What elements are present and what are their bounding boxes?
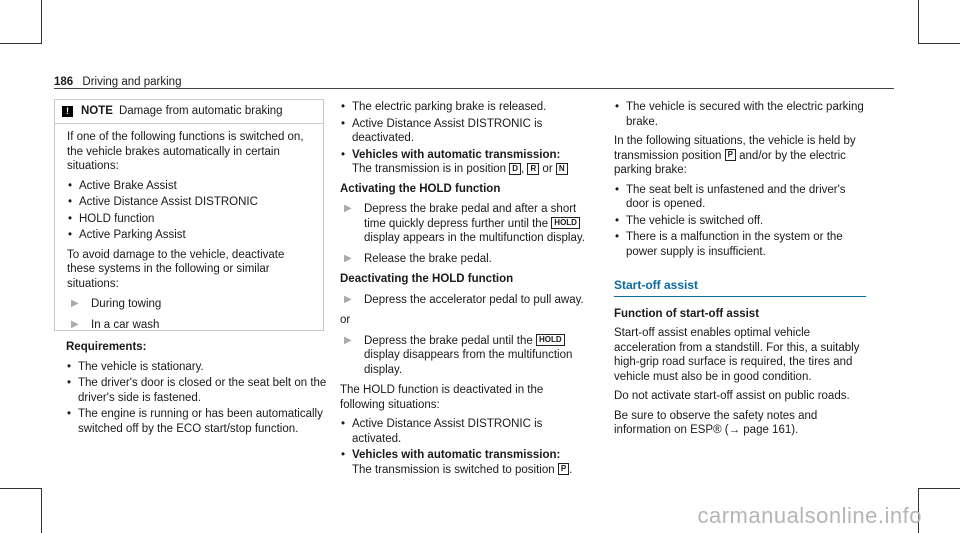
crop-mark: [918, 0, 919, 44]
hold-icon: HOLD: [536, 334, 565, 346]
requirements-heading: Requirements:: [66, 341, 147, 353]
held-text-b: and/or by the electric parking brake:: [614, 149, 846, 176]
list-item: • Active Parking Assist: [67, 228, 311, 243]
vehicles-auto-label: Vehicles with automatic transmission:: [352, 449, 561, 461]
deactivated-text: The HOLD function is deactivated in the following situations:: [340, 384, 544, 411]
section-heading: Start-off assist: [614, 278, 866, 297]
held-text-a: In the following situations, the vehicle is held by transmission position: [614, 135, 856, 162]
note-body: [55, 124, 323, 344]
list-item: • The seat belt is unfastened and the driver's door is opened.: [614, 183, 866, 212]
requirements-block: [66, 340, 328, 441]
note-avoid: To avoid damage to the vehicle, deactivate these systems in the following or similar situations:: [67, 248, 285, 290]
header-rule: [54, 88, 894, 89]
list-item: • Active Distance Assist DISTRONIC is activated.: [340, 417, 590, 446]
separator: ,: [521, 163, 525, 175]
step-item: ▶ Depress the accelerator pedal to pull away.: [340, 293, 590, 308]
function-heading: Function of start-off assist: [614, 307, 760, 320]
list-item: • HOLD function: [67, 212, 311, 227]
list-item: • The vehicle is secured with the electric parking brake.: [614, 100, 866, 129]
vehicles-auto-label: Vehicles with automatic transmission:: [352, 148, 561, 161]
safety-text: Be sure to observe the safety notes and information on ESP® (→ page 161).: [614, 409, 818, 436]
step-text: Depress the brake pedal until the: [364, 334, 533, 347]
list-item: [340, 148, 590, 177]
list-item: • Active Brake Assist: [67, 179, 311, 194]
crop-mark: [0, 488, 42, 489]
step-text: Depress the brake pedal and after a short time quickly depress further until the: [364, 203, 577, 230]
list-item: • Active Distance Assist DISTRONIC is deactivated.: [340, 117, 590, 146]
list-item: • The electric parking brake is released.: [340, 100, 590, 115]
step-item: ▶ In a car wash: [67, 318, 311, 333]
list-item: • There is a malfunction in the system or the power supply is insufficient.: [614, 230, 866, 259]
gear-p-icon: P: [558, 463, 569, 475]
gear-r-icon: R: [527, 163, 539, 175]
step-item: [340, 334, 590, 378]
hold-icon: HOLD: [551, 217, 580, 229]
crop-mark: [0, 43, 42, 44]
step-text: display disappears from the multifunction display.: [364, 349, 573, 376]
gear-p-icon: P: [725, 149, 736, 161]
function-text: Start-off assist enables optimal vehicle acceleration from a standstill. For this, a suitably high-grip road surface is required, the tires and vehicle must also be in good condition.: [614, 327, 860, 383]
gear-d-icon: D: [509, 163, 521, 175]
list-item: • Vehicles with automatic transmission: The transmission is switched to position P .: [340, 448, 590, 477]
held-list: [614, 183, 866, 260]
section-title: Driving and parking: [82, 76, 182, 88]
deactivated-list: [340, 417, 590, 477]
page-number: 186: [54, 76, 74, 88]
note-header: [55, 100, 323, 124]
crop-mark: [41, 0, 42, 44]
conditions-list: [340, 100, 590, 177]
note-intro: If one of the following functions is switched on, the vehicle brakes automatically in certain situations:: [67, 131, 304, 172]
function-list: [67, 179, 311, 243]
step-item: ▶ During towing: [67, 297, 311, 312]
list-item: • The engine is running or has been automatically switched off by the ECO start/stop function.: [66, 407, 328, 436]
warning-icon: !: [62, 106, 73, 117]
gear-n-icon: N: [556, 163, 568, 175]
transmission-text: The transmission is in position: [352, 163, 507, 175]
step-item: [340, 202, 590, 246]
list-item: • The driver's door is closed or the seat belt on the driver's side is fastened.: [66, 376, 328, 405]
held-text: [614, 134, 866, 178]
secured-list: [614, 100, 866, 129]
public-roads-text: Do not activate start-off assist on public roads.: [614, 390, 850, 402]
note-subtitle: Damage from automatic braking: [118, 105, 283, 118]
column-2: [340, 100, 590, 482]
crop-mark: [918, 488, 960, 489]
note-box: [54, 99, 324, 331]
crop-mark: [41, 488, 42, 533]
or-text: or: [340, 314, 351, 326]
requirements-list: [66, 360, 328, 437]
note-title: NOTE: [81, 105, 113, 118]
watermark: carmanualsonline.info: [697, 502, 922, 528]
separator: or: [542, 163, 553, 175]
list-item: • Active Distance Assist DISTRONIC: [67, 195, 311, 210]
step-item: ▶ Release the brake pedal.: [340, 252, 590, 267]
column-3: [614, 100, 866, 443]
switched-text: The transmission is switched to position: [352, 463, 555, 476]
deactivating-heading: Deactivating the HOLD function: [340, 273, 514, 285]
list-item: • The vehicle is stationary.: [66, 360, 328, 375]
crop-mark: [918, 43, 960, 44]
list-item: • The vehicle is switched off.: [614, 214, 866, 229]
step-text: display appears in the multifunction display.: [364, 232, 585, 244]
activating-heading: Activating the HOLD function: [340, 182, 501, 195]
